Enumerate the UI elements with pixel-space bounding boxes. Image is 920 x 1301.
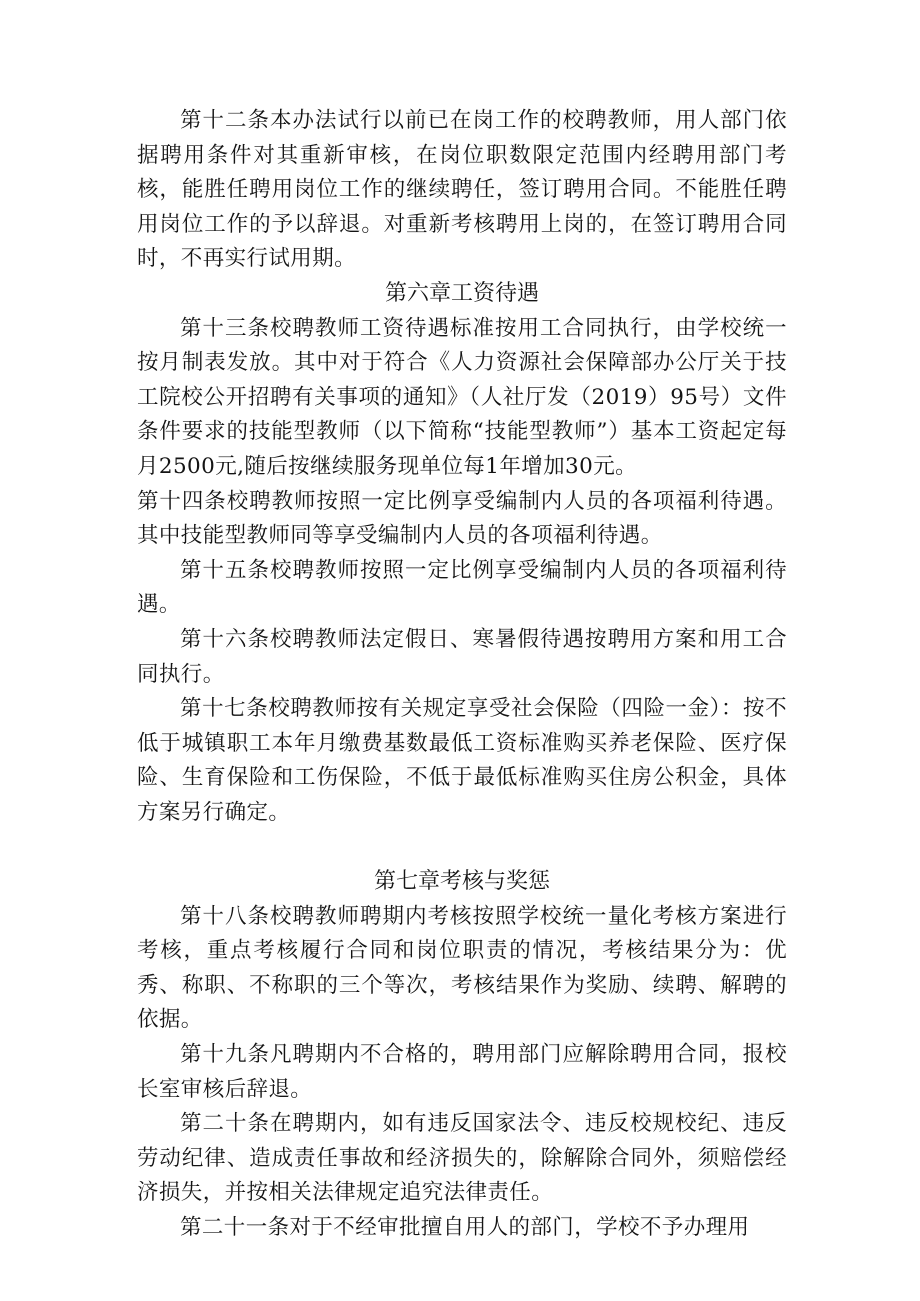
article-17: 第十七条校聘教师按有关规定享受社会保险（四险一金）：按不低于城镇职工本年月缴费基数最低工资标准购买养老保险、医疗保险、生育保险和工伤保险，不低于最低标准购买住房公积金，具体方案另行确定。: [137, 696, 787, 825]
chapter-7-title: 第七章考核与奖惩: [373, 869, 550, 895]
article-18: 第十八条校聘教师聘期内考核按照学校统一量化考核方案进行考核，重点考核履行合同和岗位职责的情况，考核结果分为：优秀、称职、不称职的三个等次，考核结果作为奖励、续聘、解聘的依据。: [137, 903, 787, 1033]
chapter-6-title: 第六章工资待遇: [384, 280, 539, 306]
article-13: 第十三条校聘教师工资待遇标准按用工合同执行，由学校统一按月制表发放。其中对于符合《人力资源社会保障部办公厅关于技工院校公开招聘有关事项的通知》（人社厅发（2019）95号）文件条件要求的技能型教师（以下简称“技能型教师”）基本工资起定每月2500元,随后按继续服务现单位每1年增加30元。: [137, 315, 787, 479]
article-12: 第十二条本办法试行以前已在岗工作的校聘教师，用人部门依据聘用条件对其重新审核，在岗位职数限定范围内经聘用部门考核，能胜任聘用岗位工作的继续聘任，签订聘用合同。不能胜任聘用岗位工作的予以辞退。对重新考核聘用上岗的，在签订聘用合同时，不再实行试用期。: [137, 108, 787, 272]
document-body: [137, 104, 787, 1246]
section-spacer: [137, 830, 787, 865]
article-21: 第二十一条对于不经审批擅自用人的部门，学校不予办理用: [180, 1215, 750, 1240]
article-14: 第十四条校聘教师按照一定比例享受编制内人员的各项福利待遇。其中技能型教师同等享受编制内人员的各项福利待遇。: [137, 488, 787, 549]
article-20: 第二十条在聘期内，如有违反国家法令、违反校规校纪、违反劳动纪律、造成责任事故和经济损失的，除解除合同外，须赔偿经济损失，并按相关法律规定追究法律责任。: [137, 1111, 787, 1206]
article-16: 第十六条校聘教师法定假日、寒暑假待遇按聘用方案和用工合同执行。: [137, 626, 787, 687]
article-15: 第十五条校聘教师按照一定比例享受编制内人员的各项福利待遇。: [137, 557, 787, 618]
article-19: 第十九条凡聘期内不合格的，聘用部门应解除聘用合同，报校长室审核后辞退。: [137, 1042, 787, 1102]
